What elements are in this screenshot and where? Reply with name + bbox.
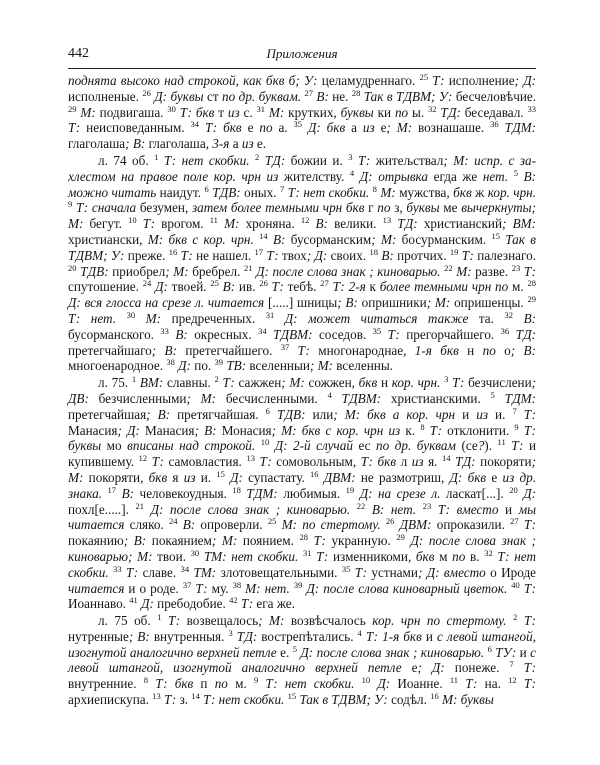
page-header [68, 46, 536, 66]
page-number: 442 [68, 46, 89, 61]
apparatus-paragraph: л. 74 об. $^1$ Т: нет скобки. $^2$ ТД: божии и. $^3$ Т: житељствал; М: испр. с захлестом на правое поле кор. чрн из жителству. $^4$ Д: отрывка егда же нет. $^5$ В: можно читать наидут. $^6$ ТДВ: оных. $^7$ Т: нет скобки. $^8$ М: мужства, бкв ж кор. чрн. $^9$ Т: сначала безумен, затем более темными чрн бкв г по з, буквы ме вычеркнуты; М: бегут. $^{10}$ Т: врогом. $^{11}$ М: хроняна. $^{12}$ В: велики. $^{13}$ ТД: христианский; ВМ: христиански, М: бкв с кор. чрн. $^{14}$ В: бусорманским; М: босурманским. $^{15}$ Так в ТДВМ; У: преже. $^{16}$ Т: не нашел. $^{17}$ Т: твох; Д: своих. $^{18}$ В: протчих. $^{19}$ Т: палезнаго. $^{20}$ ТДВ: приобрел; М: бребрел. $^{21}$ Д: после слова знак ; киноварью. $^{22}$ М: разве. $^{23}$ Т: спутошение. $^{24}$ Д: твоей. $^{25}$ В: ив. $^{26}$ Т: тебѣ. $^{27}$ Т: 2-я к более темными чрн по м. $^{28}$ Д: вся глосса на срезе л. читается [.....] шницы; В: опришники; М: опришенцы. $^{29}$ Т: нет. $^{30}$ М: предреченных. $^{31}$ Д: может читаться также та. $^{32}$ В: бусорманского. $^{33}$ В: окресных. $^{34}$ ТДВМ: соседов. $^{35}$ Т: прегорчайшего. $^{36}$ ТД: претегчайшаго; В: претегчайшего. $^{37}$ Т: многонароднае, 1-я бкв н по о; В: многоенародное. $^{38}$ Д: по. $^{39}$ ТВ: вселенныи; М: вселенны. [68, 151, 537, 374]
apparatus-paragraph: л. 75 об. $^1$ Т: возвещалось; М: возвѣсчалось кор. чрн по стертому. $^2$ Т: нутренные; В: внутренныя. $^3$ ТД: вострепѣтались. $^4$ Т: 1-я бкв и с левой штангой, изогнутой аналогично верхней петле е. $^5$ Д: после слова знак ; киноварью. $^6$ ТУ: и с левой штангой, изогнутой аналогично верхней петле е; Д: понеже. $^7$ Т: внутренние. $^8$ Т: бкв п по м. $^9$ Т: нет скобки. $^{10}$ Д: Иоанне. $^{11}$ Т: на. $^{12}$ Т: архиепискупа. $^{13}$ Т: з. $^{14}$ Т: нет скобки. $^{15}$ Так в ТДВМ; У: содѣл. $^{16}$ М: буквы [68, 612, 537, 708]
apparatus-paragraph: поднята высоко над строкой, как бкв б; У: целамудреннаго. $^{25}$ Т: исполнение; Д: исполненые. $^{26}$ Д: буквы ст по др. буквам. $^{27}$ В: не. $^{28}$ Так в ТДВМ; У: бесчеловѣчие. $^{29}$ М: подвигаша. $^{30}$ Т: бкв т из с. $^{31}$ М: крутких, буквы ки по ы. $^{32}$ ТД: беседавал. $^{33}$ Т: неисповеданным. $^{34}$ Т: бкв е по а. $^{35}$ Д: бкв а из е; М: вознашаше. $^{36}$ ТДМ: глаголаша; В: глаголаша, 3-я а из е. [68, 72, 537, 152]
apparatus-paragraph: л. 75. $^1$ ВМ: славны. $^2$ Т: сажжен; М: сожжен, бкв н кор. чрн. $^3$ Т: безчислени; ДВ: безчисленными; М: бесчисленными. $^4$ ТДВМ: христианскими. $^5$ ТДМ: претегчайшая; В: претягчайшая. $^6$ ТДВ: или; М: бкв а кор. чрн и из и. $^7$ Т: Манасия; Д: Манасия; В: Монасия; М: бкв с кор. чрн из к. $^8$ Т: отклонити. $^9$ Т: буквы мо вписаны над строкой. $^{10}$ Д: 2-й случай ес по др. буквам (се?). $^{11}$ Т: и купившему. $^{12}$ Т: самовластия. $^{13}$ Т: сомовольным, Т: бкв л из я. $^{14}$ ТД: покоряти; М: покоряти, бкв я из и. $^{15}$ Д: супастату. $^{16}$ ДВМ: не размотриш, Д: бкв е из др. знака. $^{17}$ В: человекоудныя. $^{18}$ ТДМ: любимыя. $^{19}$ Д: на срезе л. ласкат[...]. $^{20}$ Д: похл[е.....]. $^{21}$ Д: после слова знак ; киноварью. $^{22}$ В: нет. $^{23}$ Т: вместо и мы читается сляко. $^{24}$ В: опроверли. $^{25}$ М: по стертому. $^{26}$ ДВМ: опроказили. $^{27}$ Т: покаянию; В: покаянием; М: поянием. $^{28}$ Т: укранную. $^{29}$ Д: после слова знак ; киноварью; М: твои. $^{30}$ ТМ: нет скобки. $^{31}$ Т: изменникоми, бкв м по в. $^{32}$ Т: нет скобки. $^{33}$ Т: славе. $^{34}$ ТМ: злотовещательными. $^{35}$ Т: устнами; Д: вместо о Ироде читается и о роде. $^{37}$ Т: му. $^{38}$ М: нет. $^{39}$ Д: после слова киноварный цветок. $^{40}$ Т: Иоаннаво. $^{41}$ Д: пребодобие. $^{42}$ Т: ега же. [68, 374, 537, 612]
apparatus-body [68, 73, 536, 708]
running-title: Приложения [266, 46, 338, 61]
header-rule [68, 68, 536, 69]
